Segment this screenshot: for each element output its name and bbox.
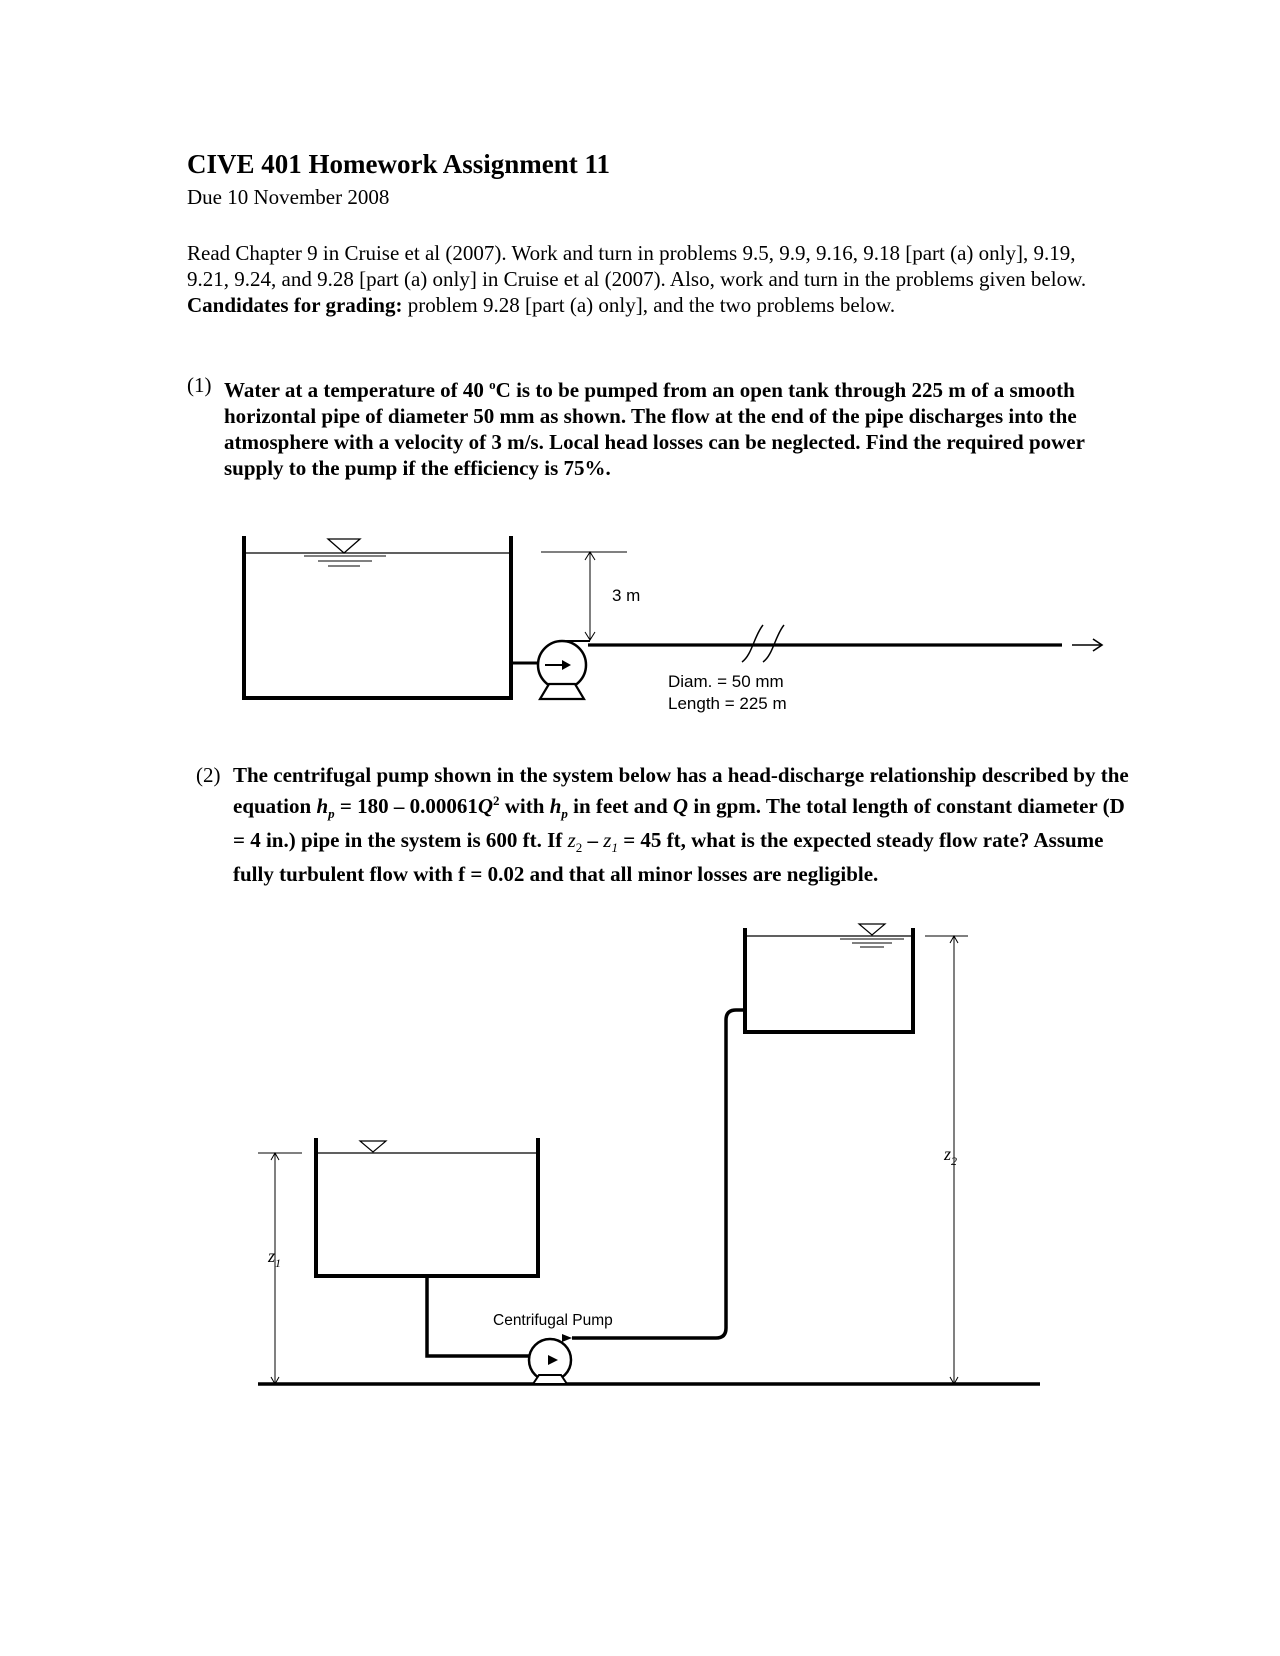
problem-1-number: (1) — [187, 373, 212, 397]
diameter-label: Diam. = 50 mm — [668, 672, 784, 691]
p2-text-1: The centrifugal pump shown in the system below has a head-discharge relationship described by the equation — [233, 763, 1129, 818]
pump-label: Centrifugal Pump — [493, 1312, 613, 1329]
p2-text-2: = 180 – 0.00061 — [334, 794, 478, 818]
intro-bold: Candidates for grading: — [187, 293, 403, 317]
var-z2: z — [567, 828, 576, 853]
z2-label: $z_2$ — [944, 1144, 958, 1168]
var-q-2: Q — [672, 794, 689, 818]
due-date: Due 10 November 2008 — [187, 185, 390, 209]
exp-2: 2 — [493, 793, 500, 808]
centrifugal-pump-icon — [529, 1334, 572, 1384]
upper-tank — [745, 928, 913, 1032]
p2-text-3: with — [499, 794, 550, 818]
var-z1: z — [603, 828, 612, 853]
lower-tank — [316, 1138, 538, 1276]
var-q: Q — [477, 794, 494, 818]
height-label: 3 m — [612, 586, 641, 605]
intro-text: Read Chapter 9 in Cruise et al (2007). Work and turn in problems 9.5, 9.9, 9.16, 9.18 [part (a) only], 9.19, 9.21, 9.24, and 9.28 [part (a) only] in Cruise et al (2007). Also, work and turn in the problems given below. — [187, 241, 1087, 291]
sub-2: 2 — [575, 840, 583, 856]
minus-sign: – — [582, 828, 604, 853]
sub-1: 1 — [611, 840, 618, 856]
var-h: h — [316, 794, 329, 818]
p2-text-6: = 45 ft, what is the expected steady flow rate? Assume fully turbulent flow with f = 0.02 and that all minor losses are negligible. — [233, 828, 1104, 887]
p2-text-4: in feet and — [567, 794, 673, 818]
z1-label: $z_1$ — [268, 1246, 282, 1270]
p1-text-a: Water at a temperature of 40 — [224, 378, 490, 402]
var-h-2: h — [549, 794, 562, 818]
degree-sup: o — [489, 377, 496, 392]
lower-water-surface-icon — [360, 1141, 386, 1152]
length-label: Length = 225 m — [668, 694, 787, 713]
intro-text-end: problem 9.28 [part (a) only], and the two problems below. — [402, 293, 896, 317]
page-title: CIVE 401 Homework Assignment 11 — [187, 149, 611, 179]
discharge-line — [572, 1010, 745, 1338]
problem-2-number: (2) — [196, 763, 221, 787]
p2-text-5: in gpm. The total length of constant diameter (D = 4 in.) pipe in the system is 600 ft. If — [233, 794, 1125, 853]
p1-text-b: C is to be pumped from an open tank through 225 m of a smooth horizontal pipe of diameter 50 mm as shown. The flow at the end of the pipe discharges into the atmosphere with a velocity of 3 m/s. Local head losses can be neglected. Find the required power supply to the pump if the efficiency is 75%. — [224, 378, 1085, 480]
var-p-2: p — [561, 806, 568, 822]
var-p: p — [328, 806, 335, 822]
